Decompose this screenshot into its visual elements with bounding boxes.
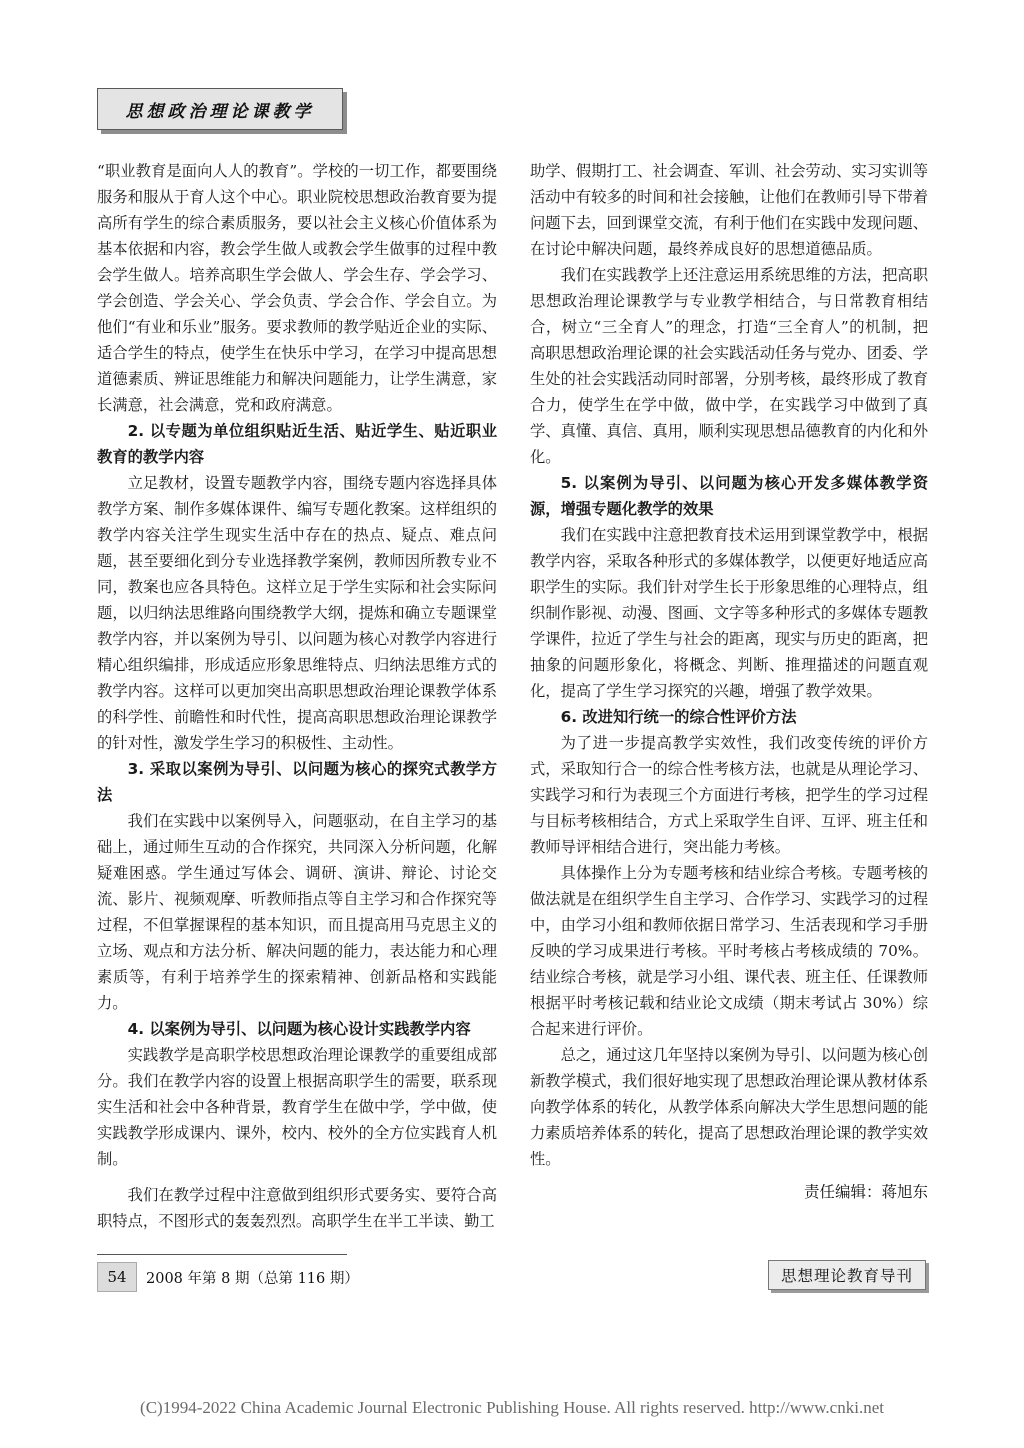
paragraph: 具体操作上分为专题考核和结业综合考核。专题考核的做法就是在组织学生自主学习、合作学习、实践学习的过程中，由学习小组和教师依据日常学习、生活表现和学习手册反映的学习成果进行考核。平时考核占考核成绩的 70%。结业综合考核，就是学习小组、课代表、班主任、任课教师根据平时考核记载和结业论文成绩（期末考试占 30%）综合起来进行评价。 (530, 864, 928, 1038)
section-heading-2: 2. 以专题为单位组织贴近生活、贴近学生、贴近职业教育的教学内容 (97, 422, 497, 466)
footer-divider (97, 1254, 347, 1255)
section-heading-3: 3. 采取以案例为导引、以问题为核心的探究式教学方法 (97, 760, 497, 804)
page-number: 54 (97, 1262, 137, 1292)
issue-info: 2008 年第 8 期（总第 116 期） (146, 1271, 359, 1287)
paragraph: 立足教材，设置专题教学内容，围绕专题内容选择具体教学方案、制作多媒体课件、编写专题化教案。这样组织的教学内容关注学生现实生活中存在的热点、疑点、难点问题，甚至要细化到分专业选择教学案例，教师因所教专业不同，教案也应各具特色。这样立足于学生实际和社会实际问题，以归纳法思维路向围绕教学大纲，提炼和确立专题课堂教学内容，并以案例为导引、以问题为核心对教学内容进行精心组织编排，形成适应形象思维特点、归纳法思维方式的教学内容。这样可以更加突出高职思想政治理论课教学体系的科学性、前瞻性和时代性，提高高职思想政治理论课教学的针对性，激发学生学习的积极性、主动性。 (97, 474, 497, 752)
paragraph: 我们在实践中以案例导入，问题驱动，在自主学习的基础上，通过师生互动的合作探究，共同深入分析问题，化解疑难困惑。学生通过写体会、调研、演讲、辩论、讨论交流、影片、视频观摩、听教师指点等自主学习和合作探究等过程，不但掌握课程的基本知识，而且提高用马克思主义的立场、观点和方法分析、解决问题的能力，表达能力和心理素质等，有利于培养学生的探索精神、创新品格和实践能力。 (97, 812, 497, 1012)
journal-name: 思想理论教育导刊 (768, 1260, 926, 1290)
paragraph: 实践教学是高职学校思想政治理论课教学的重要组成部分。我们在教学内容的设置上根据高职学生的需要，联系现实生活和社会中各种背景，教育学生在做中学，学中做，使实践教学形成课内、课外，校内、校外的全方位实践育人机制。 (97, 1046, 497, 1168)
paragraph: 我们在教学过程中注意做到组织形式要务实、要符合高职特点，不图形式的轰轰烈烈。高职学生在半工半读、勤工 (97, 1186, 497, 1230)
paragraph: “职业教育是面向人人的教育”。学校的一切工作，都要围绕服务和服从于育人这个中心。职业院校思想政治教育要为提高所有学生的综合素质服务，要以社会主义核心价值体系为基本依据和内容，教会学生做人或教会学生做事的过程中教会学生做人。培养高职生学会做人、学会生存、学会学习、学会创造、学会关心、学会负责、学会合作、学会自立。为他们“有业和乐业”服务。要求教师的教学贴近企业的实际、适合学生的特点，使学生在快乐中学习，在学习中提高思想道德素质、辨证思维能力和解决问题能力，让学生满意，家长满意，社会满意，党和政府满意。 (97, 162, 497, 414)
copyright-notice: (C)1994-2022 China Academic Journal Electronic Publishing House. All rights reserved. http://www.cnki.net (140, 1398, 884, 1417)
paragraph: 我们在实践教学上还注意运用系统思维的方法，把高职思想政治理论课教学与专业教学相结合，与日常教育相结合，树立“三全育人”的理念，打造“三全育人”的机制，把高职思想政治理论课的社会实践活动任务与党办、团委、学生处的社会实践活动同时部署，分别考核，最终形成了教育合力，使学生在学中做，做中学，在实践学习中做到了真学、真懂、真信、真用，顺利实现思想品德教育的内化和外化。 (530, 266, 928, 466)
paragraph: 助学、假期打工、社会调查、军训、社会劳动、实习实训等活动中有较多的时间和社会接触，让他们在教师引导下带着问题下去，回到课堂交流，有利于他们在实践中发现问题、在讨论中解决问题，最终养成良好的思想道德品质。 (530, 162, 928, 258)
section-heading-5: 5. 以案例为导引、以问题为核心开发多媒体教学资源，增强专题化教学的效果 (530, 474, 928, 518)
section-heading-6: 6. 改进知行统一的综合性评价方法 (560, 708, 797, 726)
paragraph: 为了进一步提高教学实效性，我们改变传统的评价方式，采取知行合一的综合性考核方法，也就是从理论学习、实践学习和行为表现三个方面进行考核，把学生的学习过程与目标考核相结合，方式上采取学生自评、互评、班主任和教师导评相结合进行，突出能力考核。 (530, 734, 928, 856)
responsible-editor: 责任编辑：蒋旭东 (803, 1183, 928, 1201)
paragraph: 总之，通过这几年坚持以案例为导引、以问题为核心创新教学模式，我们很好地实现了思想政治理论课从教材体系向教学体系的转化，从教学体系向解决大学生思想问题的能力素质培养体系的转化，提高了思想政治理论课的教学实效性。 (530, 1046, 928, 1168)
paragraph: 我们在实践中注意把教育技术运用到课堂教学中，根据教学内容，采取各种形式的多媒体教学，以便更好地适应高职学生的实际。我们针对学生长于形象思维的心理特点，组织制作影视、动漫、图画、文字等多种形式的多媒体专题教学课件，拉近了学生与社会的距离，现实与历史的距离，把抽象的问题形象化，将概念、判断、推理描述的问题直观化，提高了学生学习探究的兴趣，增强了教学效果。 (530, 526, 928, 700)
section-header: 思想政治理论课教学 (97, 88, 343, 130)
right-column (530, 158, 928, 1172)
left-column (97, 158, 497, 1234)
section-heading-4: 4. 以案例为导引、以问题为核心设计实践教学内容 (127, 1020, 471, 1038)
